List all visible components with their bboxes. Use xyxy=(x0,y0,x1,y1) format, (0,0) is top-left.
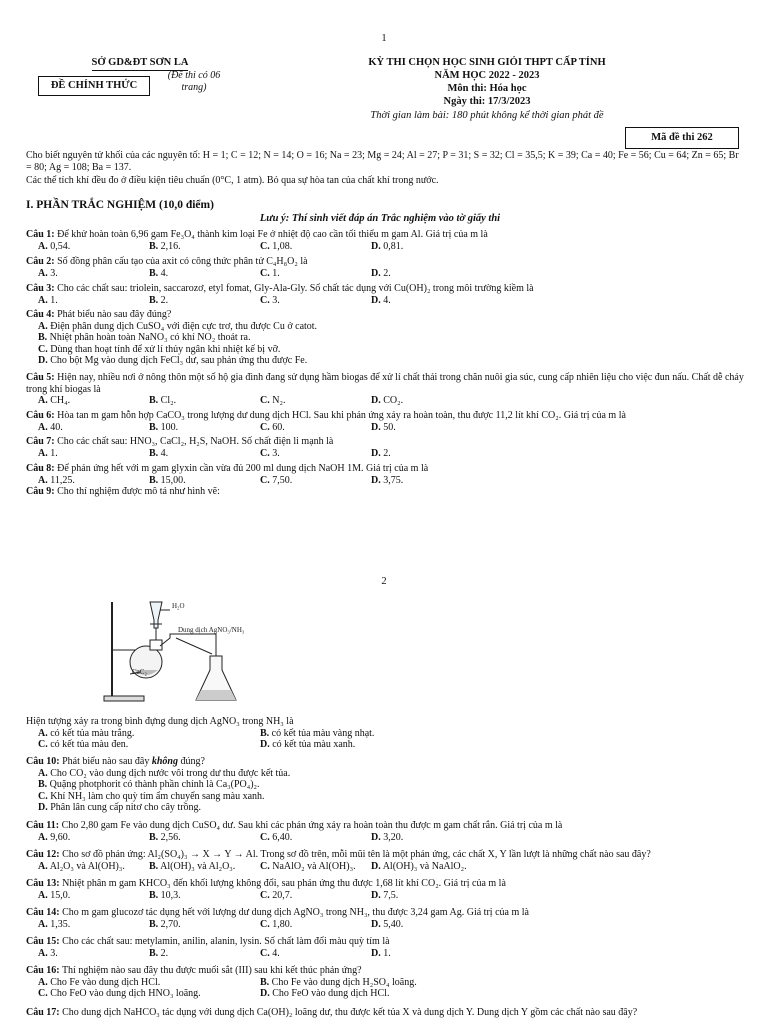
option-c[interactable]: N₂. xyxy=(272,395,286,406)
option-letter: A. xyxy=(38,947,48,959)
option-c[interactable]: 1. xyxy=(272,267,280,279)
option-d[interactable]: Cho FeO vào dung dịch HCl. xyxy=(272,988,390,999)
option-letter: C. xyxy=(38,343,48,355)
option-d[interactable]: 3,75. xyxy=(383,474,404,486)
question-9 xyxy=(26,486,746,498)
option-letter: B. xyxy=(149,267,159,279)
section-title: I. PHẦN TRẮC NGHIỆM (10,0 điểm) xyxy=(26,199,214,211)
pages-note: (Đề thi có 06 trang) xyxy=(167,70,221,93)
question-9-continued xyxy=(26,716,746,751)
option-a[interactable]: Al₂O₃ và Al(OH)₃. xyxy=(49,860,125,872)
option-letter: A. xyxy=(38,267,48,279)
question-label: Câu 12: xyxy=(26,849,60,860)
option-letter: D. xyxy=(371,240,381,252)
option-d[interactable]: Phân lân cung cấp nitơ cho cây trồng. xyxy=(50,802,202,813)
question-label: Câu 10: xyxy=(26,756,60,767)
option-b[interactable]: Quặng photphorit có thành phần chính là Ca₃(PO₄)₂. xyxy=(49,779,260,790)
option-a[interactable]: Cho CO₂ vào dung dịch nước vôi trong dư thu được kết tủa. xyxy=(50,767,291,779)
option-letter: B. xyxy=(149,918,159,930)
question-stem-end: đúng? xyxy=(177,756,205,767)
option-d[interactable]: 5,40. xyxy=(383,918,404,930)
option-d[interactable]: Cho bột Mg vào dung dịch FeCl₃ dư, sau phản ứng thu được Fe. xyxy=(50,355,308,366)
option-letter: A. xyxy=(38,395,48,406)
question-label: Câu 5: xyxy=(26,372,55,383)
option-c[interactable]: 60. xyxy=(272,421,285,433)
option-letter: B. xyxy=(149,831,159,843)
option-letter: C. xyxy=(260,474,270,486)
option-letter: D. xyxy=(371,267,381,279)
school-year: NĂM HỌC 2022 - 2023 xyxy=(434,70,540,81)
option-b[interactable]: Cl₂. xyxy=(160,395,177,406)
question-stem: Cho m gam glucozơ tác dụng hết với lượng dư dung dịch AgNO₃ trong NH₃, thu được 3,24 gam Ag. Giá trị của m là xyxy=(62,907,529,918)
option-d[interactable]: có kết tủa màu xanh. xyxy=(272,739,356,750)
option-b[interactable]: Al(OH)₃ và Al₂O₃. xyxy=(160,860,236,872)
question-label: Câu 17: xyxy=(26,1007,60,1018)
option-a[interactable]: 3. xyxy=(50,267,58,279)
option-letter: D. xyxy=(371,831,381,843)
option-a[interactable]: 1. xyxy=(50,294,58,306)
page-number: 1 xyxy=(381,33,387,44)
option-letter: A. xyxy=(38,860,48,872)
option-letter: D. xyxy=(371,947,381,959)
question-label: Câu 7: xyxy=(26,436,55,447)
option-letter: A. xyxy=(38,727,48,739)
option-b[interactable]: 100. xyxy=(160,421,179,433)
option-a[interactable]: 1. xyxy=(50,447,58,459)
option-c[interactable]: NaAlO₂ và Al(OH)₃. xyxy=(272,860,356,872)
question-stem: Hiện tượng xảy ra trong bình đựng dung dịch AgNO₃ trong NH₃ là xyxy=(26,716,294,727)
question-label: Câu 1: xyxy=(26,229,55,240)
option-d[interactable]: 7,5. xyxy=(383,889,399,901)
option-letter: D. xyxy=(371,421,381,433)
option-letter: C. xyxy=(260,240,270,252)
question-stem: Cho thí nghiệm được mô tả như hình vẽ: xyxy=(57,486,220,497)
option-letter: C. xyxy=(260,294,270,306)
option-b[interactable]: có kết tủa màu vàng nhạt. xyxy=(271,727,375,739)
option-a[interactable]: 0,54. xyxy=(50,240,71,252)
option-letter: D. xyxy=(371,889,381,901)
option-letter: B. xyxy=(149,889,159,901)
option-letter: C. xyxy=(260,447,270,459)
question-12 xyxy=(26,849,746,872)
question-label: Câu 16: xyxy=(26,965,60,976)
option-letter: D. xyxy=(371,474,381,486)
exam-code: Mã đề thi 262 xyxy=(625,127,739,149)
option-letter: A. xyxy=(38,918,48,930)
option-a[interactable]: 40. xyxy=(50,421,63,433)
option-d[interactable]: 0,81. xyxy=(383,240,404,252)
option-letter: A. xyxy=(38,474,48,486)
question-label: Câu 8: xyxy=(26,463,55,474)
question-label: Câu 6: xyxy=(26,410,55,421)
option-letter: B. xyxy=(149,860,159,872)
option-letter: A. xyxy=(38,447,48,459)
option-letter: B. xyxy=(260,727,270,739)
question-stem: Số đồng phân cấu tạo của axit có công thức phân tử C₄H₈O₂ là xyxy=(57,256,308,267)
conditions-note: Các thể tích khí đều đo ở điều kiện tiêu chuẩn (0°C, 1 atm). Bỏ qua sự hòa tan của chất khí trong nước. xyxy=(26,175,439,186)
exam-date: Ngày thi: 17/3/2023 xyxy=(443,96,531,107)
option-letter: C. xyxy=(260,889,270,901)
option-letter: B. xyxy=(38,332,48,343)
question-3 xyxy=(26,283,746,306)
question-stem: Để khử hoàn toàn 6,96 gam Fe₃O₄ thành kim loại Fe ở nhiệt độ cao cần tối thiểu m gam Al. Giá trị của m là xyxy=(57,229,488,240)
question-stem: Hòa tan m gam hỗn hợp CaCO₃ trong lượng dư dung dịch HCl. Sau khi phản ứng xảy ra hoàn toàn, thu được 11,2 lít khí CO₂. Giá trị của m là xyxy=(57,410,626,421)
question-label: Câu 2: xyxy=(26,256,55,267)
option-letter: B. xyxy=(260,976,270,988)
question-label: Câu 15: xyxy=(26,936,60,947)
option-letter: C. xyxy=(260,831,270,843)
page-number: 2 xyxy=(381,576,387,587)
question-1 xyxy=(26,229,746,252)
option-d[interactable]: 2. xyxy=(383,447,391,459)
option-letter: A. xyxy=(38,421,48,433)
official-label: ĐỀ CHÍNH THỨC xyxy=(38,76,150,96)
question-stem: Cho 2,80 gam Fe vào dung dịch CuSO₄ dư. Sau khi các phản ứng xảy ra hoàn toàn thu được m gam chất rắn. Giá trị của m là xyxy=(61,820,563,831)
option-letter: B. xyxy=(38,779,48,790)
option-c[interactable]: Dùng than hoạt tính để xử lí thủy ngân khi nhiệt kế bị vỡ. xyxy=(50,343,281,355)
option-letter: C. xyxy=(38,790,48,802)
option-letter: D. xyxy=(38,802,48,813)
option-b[interactable]: 10,3. xyxy=(160,889,181,901)
question-14 xyxy=(26,907,746,930)
option-b[interactable]: 2,16. xyxy=(160,240,181,252)
question-label: Câu 3: xyxy=(26,283,55,294)
option-b[interactable]: 2,56. xyxy=(160,831,181,843)
option-a[interactable]: 3. xyxy=(50,947,58,959)
option-letter: A. xyxy=(38,294,48,306)
option-c[interactable]: 1,08. xyxy=(272,240,293,252)
option-c[interactable]: 3. xyxy=(272,294,280,306)
question-stem: Cho sơ đồ phản ứng: Al₂(SO₄)₃ → X → Y → Al. Trong sơ đồ trên, mỗi mũi tên là một phản ứng, các chất X, Y lần lượt là những chất nào sau đây? xyxy=(62,849,651,860)
question-stem: Phát biểu nào sau đây xyxy=(62,756,152,767)
option-letter: D. xyxy=(371,860,381,872)
option-a[interactable]: CH₄. xyxy=(50,395,71,406)
option-b[interactable]: 2,70. xyxy=(160,918,181,930)
question-stem: Thí nghiệm nào sau đây thu được muối sắt (III) sau khi kết thúc phản ứng? xyxy=(61,965,362,976)
figure-label-cac2: CaC₂ xyxy=(132,668,147,676)
question-6 xyxy=(26,410,746,433)
option-letter: C. xyxy=(260,267,270,279)
option-letter: A. xyxy=(38,976,48,988)
option-letter: C. xyxy=(260,947,270,959)
option-letter: C. xyxy=(260,918,270,930)
question-5 xyxy=(26,372,746,407)
option-b[interactable]: 15,00. xyxy=(160,474,186,486)
option-letter: C. xyxy=(260,395,270,406)
option-letter: B. xyxy=(149,947,159,959)
atomic-masses: Cho biết nguyên tử khối của các nguyên tố: H = 1; C = 12; N = 14; O = 16; Na = 23; Mg = 24; Al = 27; P = 31; S = 32; Cl = 35,5; K = 39; Ca = 40; Fe = 56; Cu = 64; Zn = 65; Br = 80; Ag = 108; Ba = 137. xyxy=(26,150,739,173)
question-label: Câu 4: xyxy=(26,309,55,320)
option-letter: D. xyxy=(260,739,270,750)
question-stem: Để phản ứng hết với m gam glyxin cần vừa đủ 200 ml dung dịch NaOH 1M. Giá trị của m là xyxy=(57,463,429,474)
question-label: Câu 13: xyxy=(26,878,60,889)
option-d[interactable]: 3,20. xyxy=(383,831,404,843)
option-letter: B. xyxy=(149,474,159,486)
question-label: Câu 11: xyxy=(26,820,60,831)
question-label: Câu 9: xyxy=(26,486,55,497)
option-a[interactable]: Cho Fe vào dung dịch HCl. xyxy=(50,976,161,988)
experiment-figure xyxy=(100,594,250,708)
question-15 xyxy=(26,936,746,959)
option-c[interactable]: Khí NH₃ làm cho quỳ tím ẩm chuyển sang màu xanh. xyxy=(50,790,265,802)
option-b[interactable]: 2. xyxy=(160,294,169,306)
question-stem: Cho các chất sau: triolein, saccarozơ, etyl fomat, Gly-Ala-Gly. Số chất tác dụng với Cu(OH)₂ trong môi trường kiềm là xyxy=(57,283,534,294)
option-c[interactable]: 7,50. xyxy=(272,474,293,486)
option-letter: C. xyxy=(38,739,48,750)
question-13 xyxy=(26,878,746,901)
subject: Môn thi: Hóa học xyxy=(447,83,527,94)
option-letter: D. xyxy=(38,355,48,366)
question-17 xyxy=(26,1007,746,1019)
option-letter: B. xyxy=(149,421,159,433)
option-letter: B. xyxy=(149,447,159,459)
option-c[interactable]: 1,80. xyxy=(272,918,293,930)
option-d[interactable]: Al(OH)₃ và NaAlO₂. xyxy=(382,860,467,872)
option-letter: D. xyxy=(371,395,381,406)
option-d[interactable]: 1. xyxy=(383,947,391,959)
option-letter: D. xyxy=(371,447,381,459)
question-stem: Nhiệt phân m gam KHCO₃ đến khối lượng không đổi, sau phản ứng thu được 1,68 lít khí CO₂. Giá trị của m là xyxy=(62,878,506,889)
option-d[interactable]: 50. xyxy=(383,421,396,433)
question-label: Câu 14: xyxy=(26,907,60,918)
department-name: SỞ GD&ĐT SƠN LA xyxy=(91,57,189,68)
option-b[interactable]: 4. xyxy=(160,447,169,459)
option-b[interactable]: 4. xyxy=(160,267,169,279)
option-c[interactable]: 6,40. xyxy=(272,831,293,843)
option-b[interactable]: Nhiệt phân hoàn toàn NaNO₃ có khí NO₂ thoát ra. xyxy=(49,332,251,343)
option-d[interactable]: 4. xyxy=(383,294,391,306)
option-c[interactable]: có kết tủa màu đen. xyxy=(50,739,129,750)
question-stem: Cho các chất sau: metylamin, anilin, alanin, lysin. Số chất làm đổi màu quỳ tím là xyxy=(62,936,390,947)
question-stem: Cho các chất sau: HNO₃, CaCl₂, H₂S, NaOH. Số chất điện li mạnh là xyxy=(57,436,334,447)
option-letter: B. xyxy=(149,395,159,406)
exam-title: KỲ THI CHỌN HỌC SINH GIỎI THPT CẤP TỈNH xyxy=(368,57,606,68)
option-d[interactable]: CO₂. xyxy=(383,395,404,406)
option-letter: B. xyxy=(149,294,159,306)
option-c[interactable]: 3. xyxy=(272,447,280,459)
option-b[interactable]: 2. xyxy=(160,947,169,959)
option-letter: A. xyxy=(38,767,48,779)
section-note: Lưu ý: Thí sinh viết đáp án Trắc nghiệm vào tờ giấy thi xyxy=(259,213,501,224)
question-10 xyxy=(26,756,746,814)
option-letter: B. xyxy=(149,240,159,252)
option-letter: C. xyxy=(38,988,48,999)
option-letter: D. xyxy=(371,294,381,306)
question-stem: Hiện nay, nhiều nơi ở nông thôn một số hộ gia đình đang sử dụng hầm biogas để xử lí chất thải trong chăn nuôi gia súc, cung cấp nhiên liệu cho việc đun nấu. Chất dễ cháy trong khí biogas là xyxy=(26,372,744,395)
option-a[interactable]: 9,60. xyxy=(50,831,71,843)
option-letter: D. xyxy=(371,918,381,930)
option-letter: A. xyxy=(38,320,48,332)
figure-label-solution: Dung dịch AgNO₃/NH₃ xyxy=(178,626,245,634)
question-emphasis: không xyxy=(151,756,178,767)
question-8 xyxy=(26,463,746,486)
apparatus-drawing xyxy=(104,602,236,701)
question-16 xyxy=(26,965,746,1000)
option-a[interactable]: 15,0. xyxy=(50,889,71,901)
option-c[interactable]: 4. xyxy=(272,947,280,959)
option-letter: C. xyxy=(260,860,270,872)
option-a[interactable]: 1,35. xyxy=(50,918,71,930)
option-c[interactable]: Cho FeO vào dung dịch HNO₃ loãng. xyxy=(50,988,201,999)
option-c[interactable]: 20,7. xyxy=(272,889,293,901)
option-d[interactable]: 2. xyxy=(383,267,391,279)
option-letter: D. xyxy=(260,988,270,999)
option-letter: A. xyxy=(38,831,48,843)
option-letter: A. xyxy=(38,240,48,252)
option-a[interactable]: 11,25. xyxy=(50,474,75,486)
option-a[interactable]: Điện phân dung dịch CuSO₄ với điện cực trơ, thu được Cu ở catot. xyxy=(50,320,318,332)
option-a[interactable]: có kết tủa màu trắng. xyxy=(50,727,135,739)
question-11 xyxy=(26,820,746,843)
question-stem: Cho dung dịch NaHCO₃ tác dụng với dung dịch Ca(OH)₂ loãng dư, thu được kết tủa X và dung dịch Y. Dung dịch Y gồm các chất nào sau đây? xyxy=(62,1007,638,1018)
time-allowed: Thời gian làm bài: 180 phút không kể thời gian phát đề xyxy=(370,110,604,121)
question-7 xyxy=(26,436,746,459)
option-letter: A. xyxy=(38,889,48,901)
option-b[interactable]: Cho Fe vào dung dịch H₂SO₄ loãng. xyxy=(271,976,417,988)
figure-label-water: H₂O xyxy=(172,602,185,610)
question-4 xyxy=(26,309,746,367)
option-letter: C. xyxy=(260,421,270,433)
question-stem: Phát biểu nào sau đây đúng? xyxy=(57,309,172,320)
question-2 xyxy=(26,256,746,279)
